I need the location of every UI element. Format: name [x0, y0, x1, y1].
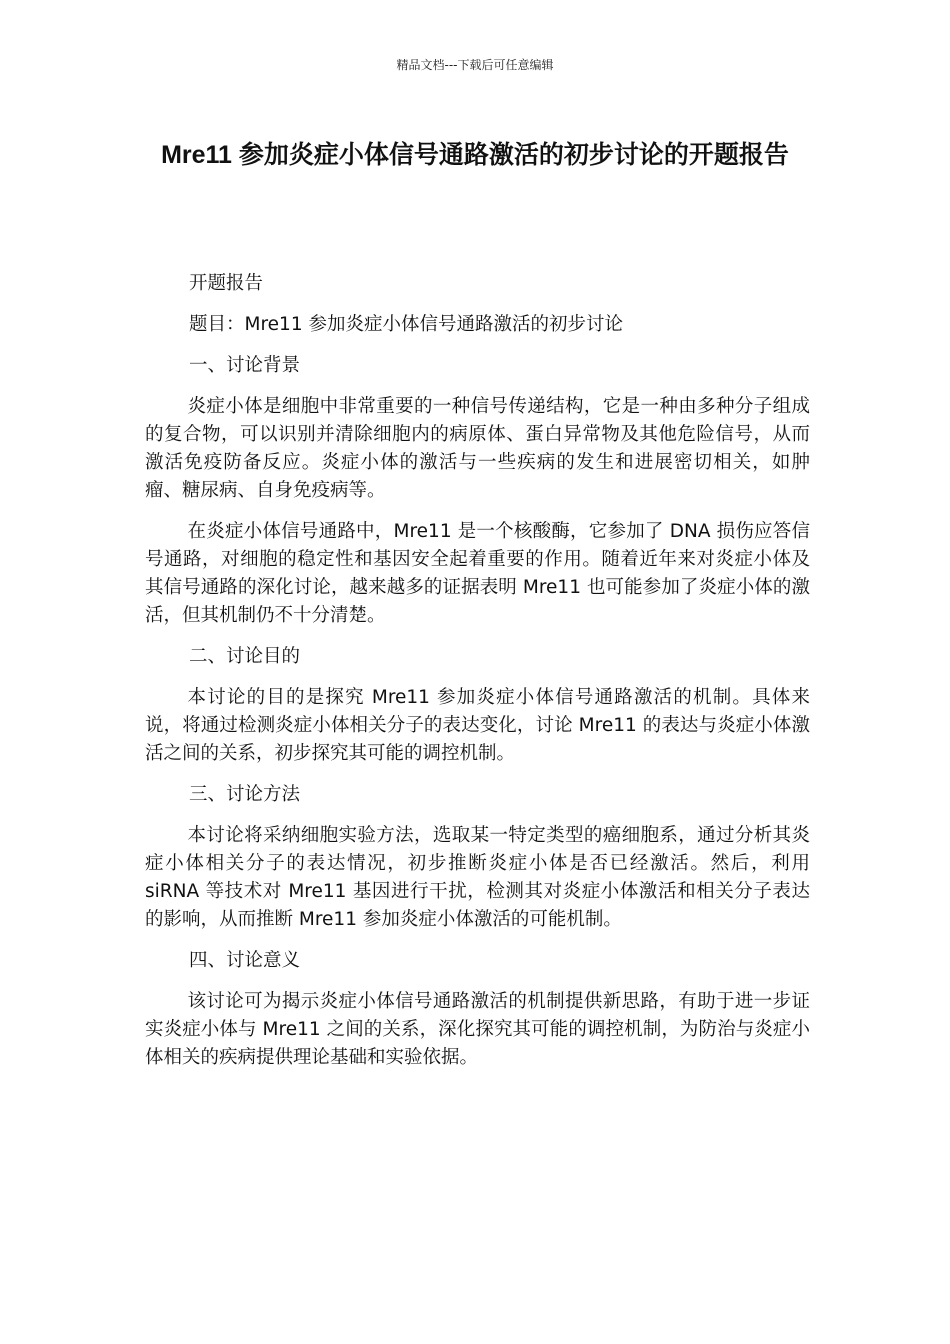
section-heading-purpose: 二、讨论目的 — [189, 646, 301, 667]
header-note: 精品文档---下载后可任意编辑 — [396, 58, 554, 72]
section-heading-method: 三、讨论方法 — [189, 784, 301, 805]
section-heading-significance: 四、讨论意义 — [189, 950, 301, 971]
document-body — [145, 270, 810, 1085]
topic-line: 题目：Mre11 参加炎症小体信号通路激活的初步讨论 — [189, 314, 623, 335]
paragraph-purpose: 本讨论的目的是探究 Mre11 参加炎症小体信号通路激活的机制。具体来说，将通过检测炎症小体相关分子的表达变化，讨论 Mre11 的表达与炎症小体激活之间的关系，初步探究其可能的调控机制。 — [145, 687, 810, 764]
paragraph-background-2: 在炎症小体信号通路中，Mre11 是一个核酸酶，它参加了 DNA 损伤应答信号通路，对细胞的稳定性和基因安全起着重要的作用。随着近年来对炎症小体及其信号通路的深化讨论，越来越多的证据表明 Mre11 也可能参加了炎症小体的激活，但其机制仍不十分清楚。 — [145, 521, 810, 626]
paragraph-background-1: 炎症小体是细胞中非常重要的一种信号传递结构，它是一种由多种分子组成的复合物，可以识别并清除细胞内的病原体、蛋白异常物及其他危险信号，从而激活免疫防备反应。炎症小体的激活与一些疾病的发生和进展密切相关，如肿瘤、糖尿病、自身免疫病等。 — [145, 396, 810, 501]
document-title: Mre11 参加炎症小体信号通路激活的初步讨论的开题报告 — [161, 141, 789, 169]
report-label: 开题报告 — [189, 273, 264, 294]
section-heading-background: 一、讨论背景 — [189, 355, 301, 376]
paragraph-significance: 该讨论可为揭示炎症小体信号通路激活的机制提供新思路，有助于进一步证实炎症小体与 Mre11 之间的关系，深化探究其可能的调控机制，为防治与炎症小体相关的疾病提供理论基础和实验依据。 — [145, 991, 810, 1068]
paragraph-method: 本讨论将采纳细胞实验方法，选取某一特定类型的癌细胞系，通过分析其炎症小体相关分子的表达情况，初步推断炎症小体是否已经激活。然后，利用 siRNA 等技术对 Mre11 基因进行干扰，检测其对炎症小体激活和相关分子表达的影响，从而推断 Mre11 参加炎症小体激活的可能机制。 — [145, 825, 810, 930]
